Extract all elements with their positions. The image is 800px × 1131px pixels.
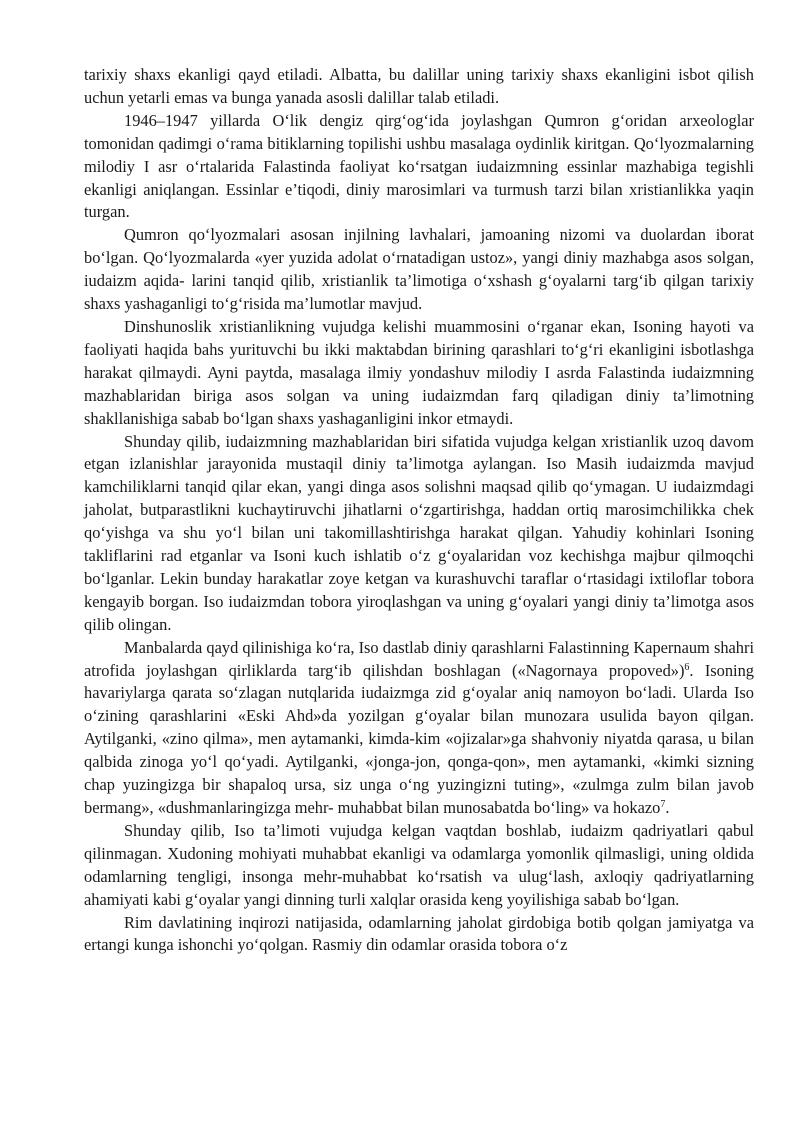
paragraph-6 — [84, 637, 754, 820]
paragraph-1: tarixiy shaxs ekanligi qayd etiladi. Albatta, bu dalillar uning tarixiy shaxs ekanligini isbot qilish uchun yetarli emas va bunga yanada asosli dalillar talab etiladi. — [84, 65, 754, 107]
paragraph-2: 1946–1947 yillarda O‘lik dengiz qirg‘og‘ida joylashgan Qumron g‘oridan arxeologlar tomonidan qadimgi o‘rama bitiklarning topilishi ushbu masalaga oydinlik kiritgan. Qo‘lyozmalarning milodiy I asr o‘rtalarida Falastinda faoliyat ko‘rsatgan iudaizmning essinlar mazhabiga tegishli ekanligi aniqlangan. Essinlar e’tiqodi, diniy marosimlari va turmush tarzi bilan xristianlikka yaqin turgan. — [84, 110, 754, 222]
footnote-ref-6: 6 — [684, 661, 690, 673]
paragraph-6-part-2: . Isoning havariylarga qarata so‘zlagan nutqlarida iudaizmga zid g‘oyalar aniq namoyon bo‘ladi. Ularda Iso o‘zining qarashlarini «Eski Ahd»da yozilgan g‘oyalar bilan munozara usulida bayon qilgan. Aytilganki, «zino qilma», men aytamanki, kimda-kim «ojizalar»ga shahvoniy niyatda qarasa, u bilan qalbida zinoga yo‘l qo‘yadi. Aytilganki, «jonga-jon, qonga-qon», men aytamanki, «kimki sizning chap yuzingizga bir shapaloq ursa, siz unga o‘ng yuzingizni tuting», «zulmga zulm bilan javob bermang», «dushmanlaringizga mehr- muhabbat bilan munosabatda bo‘ling» va hokazo — [84, 660, 754, 817]
paragraph-5: Shunday qilib, iudaizmning mazhablaridan biri sifatida vujudga kelgan xristianlik uzoq davom etgan izlanishlar jarayonida mustaqil diniy ta’limotga aylangan. Iso Masih iudaizmda mavjud kamchiliklarni tanqid qilar ekan, yangi dinga asos solishni maqsad qilib qo‘ymagan. U iudaizmdagi jaholat, butparastlikni kuchaytiruvchi jihatlarni o‘zgartirishga, haddan ortiq marosimchilikka chek qo‘yishga va shu yo‘l bilan uni takomillashtirishga harakat qilgan. Yahudiy kohinlari Isoning takliflarini rad etganlar va Isoni kuch ishlatib o‘z g‘oyalaridan voz kechishga majbur qilmoqchi bo‘lganlar. Lekin bunday harakatlar zoye ketgan va kurashuvchi taraflar o‘rtasidagi ixtiloflar tobora kengayib borgan. Iso iudaizmdan tobora yiroqlashgan va uning g‘oyalari yangi diniy ta’limotga asos qilib olingan. — [84, 431, 754, 634]
footnote-ref-7: 7 — [660, 799, 666, 810]
paragraph-3: Qumron qo‘lyozmalari asosan injilning lavhalari, jamoaning nizomi va duolardan iborat bo‘lgan. Qo‘lyozmalarda «yer yuzida adolat o‘rnatadigan ustoz», yangi diniy mazhabga asos solgan, iudaizm aqida- larini tanqid qilib, xristianlik ta’limotiga o‘xshash g‘oyalarni targ‘ib qilgan tarixiy shaxs yashaganligi to‘g‘risida ma’lumotlar mavjud. — [84, 225, 754, 314]
paragraph-8: Rim davlatining inqirozi natijasida, odamlarning jaholat girdobiga botib qolgan jamiyatga va ertangi kunga ishonchi yo‘qolgan. Rasmiy din odamlar orasida tobora o‘z — [84, 912, 754, 955]
paragraph-6-part-1: Manbalarda qayd qilinishiga ko‘ra, Iso dastlab diniy qarashlarni Falastinning Kapernaum shahri atrofida joylashgan qirliklarda targ‘ib qilishdan boshlagan («Nagornaya propoved») — [84, 637, 754, 680]
paragraph-6-part-3: . — [665, 798, 670, 817]
paragraph-4: Dinshunoslik xristianlikning vujudga kelishi muammosini o‘rganar ekan, Isoning hayoti va faoliyati haqida bahs yurituvchi bu ikki maktabdan birining qarashlari to‘g‘ri ekanligini isbotlashga harakat qilmaydi. Ayni paytda, masalaga ilmiy yondashuv milodiy I asrda Falastinda iudaizmning mazhablaridan biriga asos solgan va uning iudaizmdan farq qiladigan diniy ta’limotning shakllanishiga sabab bo‘lgan shaxs yashaganligini inkor etmaydi. — [84, 316, 754, 428]
document-page — [84, 64, 754, 957]
paragraph-7: Shunday qilib, Iso ta’limoti vujudga kelgan vaqtdan boshlab, iudaizm qadriyatlari qabul qilinmagan. Xudoning mohiyati muhabbat ekanligi va odamlarga yomonlik qilmasligi, uning oldida odamlarning tengligi, insonga mehr-muhabbat ko‘rsatish va ulug‘lash, axloqiy qadriyatlarning ahamiyati kabi g‘oyalar yangi dinning turli xalqlar orasida keng yoyilishiga sabab bo‘lgan. — [84, 820, 754, 909]
